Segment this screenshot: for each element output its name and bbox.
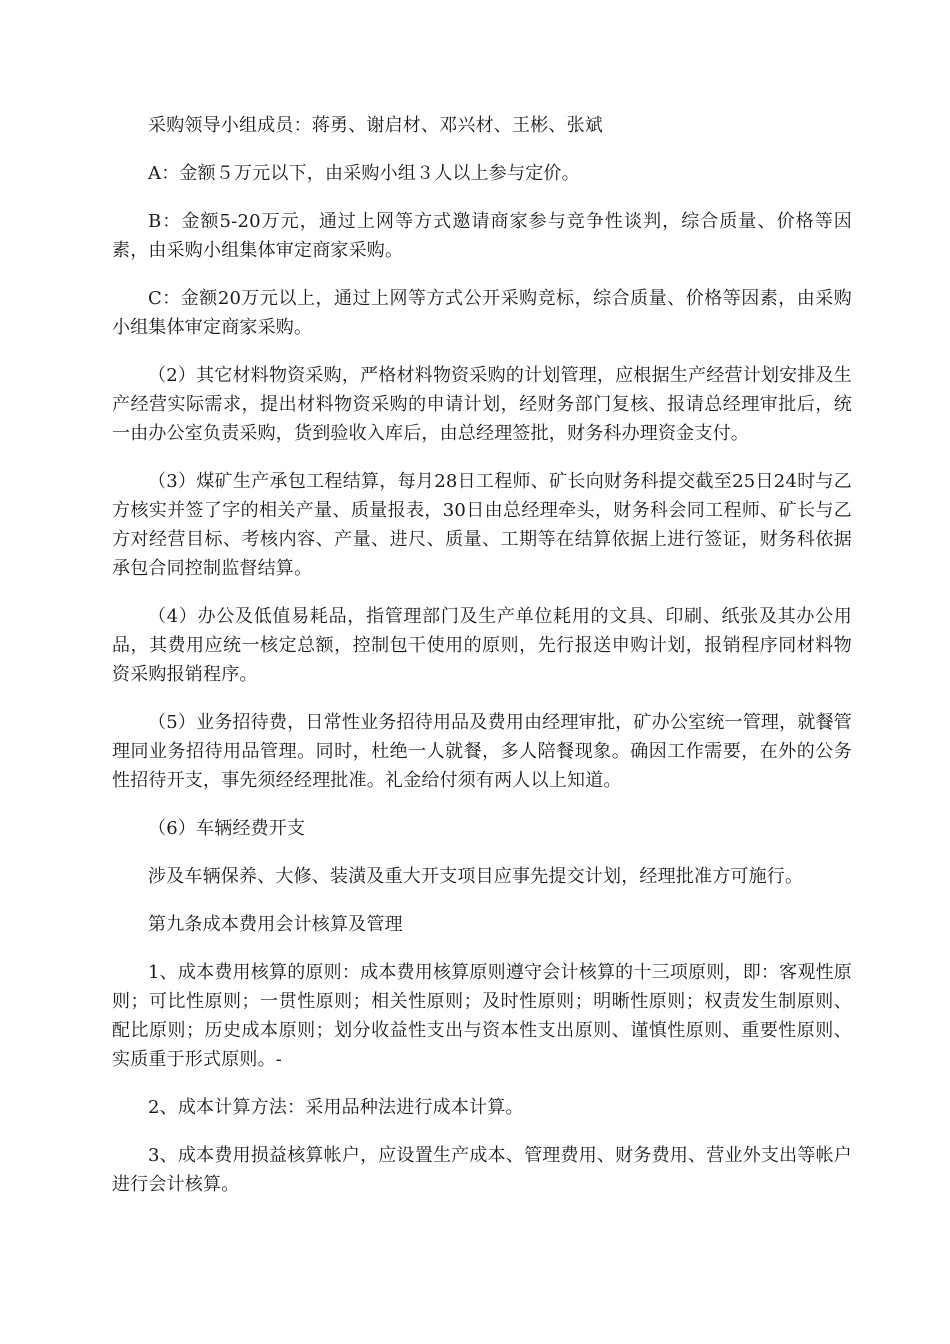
paragraph-section-5: （5）业务招待费，日常性业务招待用品及费用由经理审批，矿办公室统一管理，就餐管理同业务招待用品管理。同时，杜绝一人就餐，多人陪餐现象。确因工作需要，在外的公务性招待开支，事先须经经理批准。礼金给付须有两人以上知道。 bbox=[112, 712, 852, 791]
article-9-heading: 第九条成本费用会计核算及管理 bbox=[148, 914, 403, 935]
paragraph-section-6-heading: （6）车辆经费开支 bbox=[148, 818, 306, 839]
document-body bbox=[112, 111, 852, 1218]
paragraph-item-a: A：金额５万元以下，由采购小组３人以上参与定价。 bbox=[148, 163, 580, 184]
paragraph-item-b: B：金额5-20万元，通过上网等方式邀请商家参与竞争性谈判，综合质量、价格等因素，由采购小组集体审定商家采购。 bbox=[112, 211, 852, 261]
paragraph-cost-accounts: 3、成本费用损益核算帐户，应设置生产成本、管理费用、财务费用、营业外支出等帐户进行会计核算。 bbox=[112, 1145, 852, 1195]
paragraph-procurement-members: 采购领导小组成员：蒋勇、谢启材、邓兴材、王彬、张斌 bbox=[148, 115, 603, 136]
paragraph-cost-principles: 1、成本费用核算的原则：成本费用核算原则遵守会计核算的十三项原则，即：客观性原则；可比性原则；一贯性原则；相关性原则；及时性原则；明晰性原则；权责发生制原则、配比原则；历史成本原则；划分收益性支出与资本性支出原则、谨慎性原则、重要性原则、实质重于形式原则。- bbox=[112, 962, 852, 1070]
paragraph-section-3: （3）煤矿生产承包工程结算，每月28日工程师、矿长向财务科提交截至25日24时与乙方核实并签了字的相关产量、质量报表，30日由总经理牵头，财务科会同工程师、矿长与乙方对经营目标、考核内容、产量、进尺、质量、工期等在结算依据上进行签证，财务科依据承包合同控制监督结算。 bbox=[112, 471, 852, 579]
paragraph-section-4: （4）办公及低值易耗品，指管理部门及生产单位耗用的文具、印刷、纸张及其办公用品，其费用应统一核定总额，控制包干使用的原则，先行报送申购计划，报销程序同材料物资采购报销程序。 bbox=[112, 606, 852, 685]
paragraph-vehicle-expenses: 涉及车辆保养、大修、装潢及重大开支项目应事先提交计划，经理批准方可施行。 bbox=[148, 866, 804, 887]
paragraph-cost-method: 2、成本计算方法：采用品种法进行成本计算。 bbox=[148, 1097, 524, 1118]
paragraph-item-c: C：金额20万元以上，通过上网等方式公开采购竞标，综合质量、价格等因素，由采购小组集体审定商家采购。 bbox=[112, 288, 852, 338]
paragraph-section-2: （2）其它材料物资采购，严格材料物资采购的计划管理，应根据生产经营计划安排及生产经营实际需求，提出材料物资采购的申请计划，经财务部门复核、报请总经理审批后，统一由办公室负责采购，货到验收入库后，由总经理签批，财务科办理资金支付。 bbox=[112, 365, 852, 444]
